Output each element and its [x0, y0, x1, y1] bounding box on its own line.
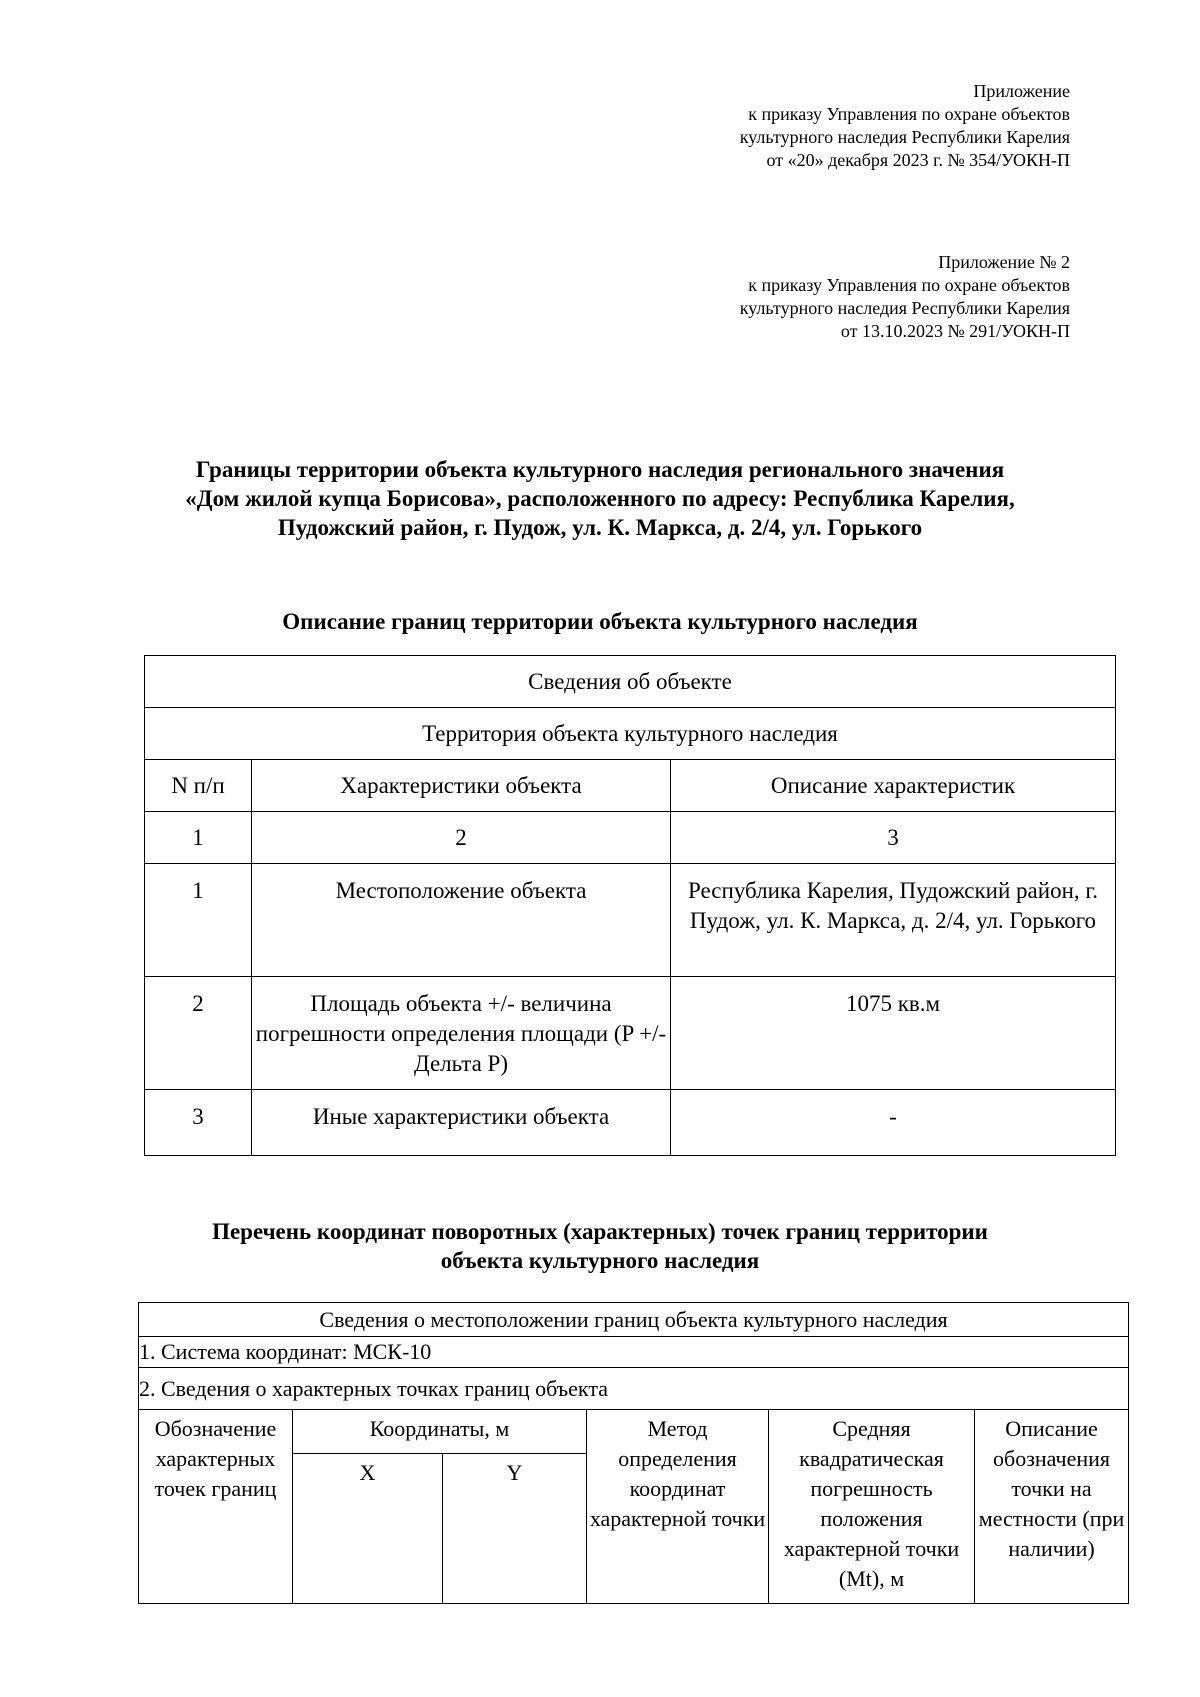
row-description: 1075 кв.м [671, 977, 1116, 1090]
row-description: - [671, 1090, 1116, 1156]
main-title-line: «Дом жилой купца Борисова», расположенного по адресу: Республика Карелия, [185, 486, 1015, 511]
column-header-y: Y [443, 1454, 587, 1604]
section-2-title [100, 1217, 1100, 1275]
column-header-method: Метод определения координат характерной точки [587, 1410, 769, 1604]
table-header-object-info: Сведения об объекте [145, 656, 1116, 708]
main-title [100, 455, 1100, 542]
coordinates-table [138, 1302, 1129, 1604]
column-header-error: Средняя квадратическая погрешность положения характерной точки (Mt), м [769, 1410, 975, 1604]
row-number: 3 [145, 1090, 252, 1156]
coordinates-table-header: Сведения о местоположении границ объекта культурного наследия [139, 1303, 1129, 1337]
points-info-row: 2. Сведения о характерных точках границ объекта [139, 1368, 1129, 1410]
object-info-table [144, 655, 1116, 1156]
column-number-cell: 1 [145, 812, 252, 864]
column-header-description: Описание характеристик [671, 760, 1116, 812]
section-1-title-text: Описание границ территории объекта культурного наследия [282, 609, 918, 634]
attachment-2-line: от 13.10.2023 № 291/УОКН-П [840, 321, 1070, 341]
row-characteristic: Площадь объекта +/- величина погрешности определения площади (P +/- Дельта P) [252, 977, 671, 1090]
attachment-2-line: Приложение № 2 [938, 252, 1070, 272]
attachment-2-line: к приказу Управления по охране объектов [748, 275, 1070, 295]
column-number-cell: 2 [252, 812, 671, 864]
attachment-1-line: к приказу Управления по охране объектов [748, 104, 1070, 124]
row-characteristic: Местоположение объекта [252, 864, 671, 977]
column-header-characteristics: Характеристики объекта [252, 760, 671, 812]
attachment-1-line: культурного наследия Республики Карелия [739, 127, 1070, 147]
attachment-1-line: Приложение [973, 81, 1070, 101]
column-header-coordinates: Координаты, м [293, 1410, 587, 1454]
main-title-line: Границы территории объекта культурного наследия регионального значения [195, 457, 1005, 482]
column-header-x: X [293, 1454, 443, 1604]
row-description: Республика Карелия, Пудожский район, г. Пудож, ул. К. Маркса, д. 2/4, ул. Горького [671, 864, 1116, 977]
column-number-cell: 3 [671, 812, 1116, 864]
attachment-1-line: от «20» декабря 2023 г. № 354/УОКН-П [766, 150, 1070, 170]
column-header-point-description: Описание обозначения точки на местности (при наличии) [975, 1410, 1129, 1604]
row-characteristic: Иные характеристики объекта [252, 1090, 671, 1156]
table-header-territory: Территория объекта культурного наследия [145, 708, 1116, 760]
section-2-title-line: объекта культурного наследия [440, 1248, 760, 1273]
coordinate-system-row: 1. Система координат: МСК-10 [139, 1337, 1129, 1368]
column-header-designation: Обозначение характерных точек границ [139, 1410, 293, 1604]
row-number: 2 [145, 977, 252, 1090]
row-number: 1 [145, 864, 252, 977]
attachment-2 [570, 251, 1070, 343]
section-2-title-line: Перечень координат поворотных (характерных) точек границ территории [212, 1219, 988, 1244]
section-1-title [100, 607, 1100, 636]
attachment-1 [570, 80, 1070, 172]
column-header-number: N п/п [145, 760, 252, 812]
main-title-line: Пудожский район, г. Пудож, ул. К. Маркса, д. 2/4, ул. Горького [277, 515, 923, 540]
attachment-2-line: культурного наследия Республики Карелия [739, 298, 1070, 318]
